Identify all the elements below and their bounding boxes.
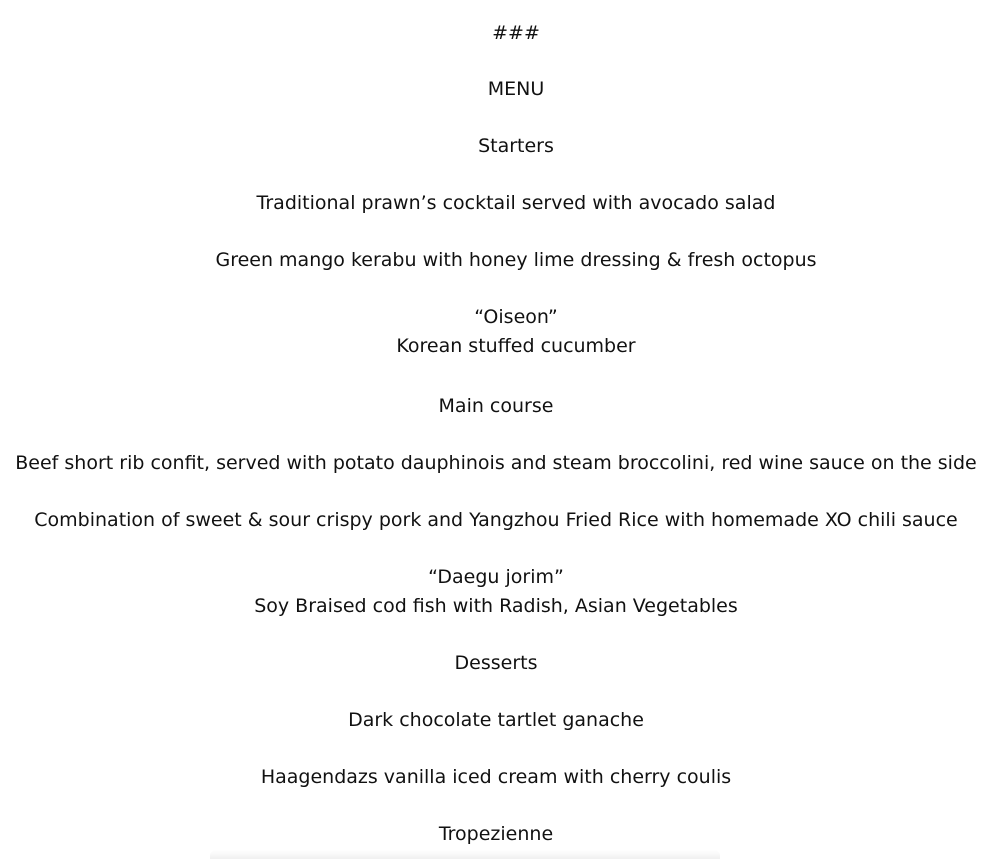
dessert-item-3: Tropezienne: [438, 823, 554, 845]
header-mark: ###: [492, 22, 540, 44]
starter-item-3-description: Korean stuffed cucumber: [396, 335, 636, 357]
main-course-item-3-name: “Daegu jorim”: [428, 566, 564, 588]
starter-item-3-name: “Oiseon”: [474, 306, 558, 328]
menu-title: MENU: [487, 78, 545, 100]
starter-item-1: Traditional prawn’s cocktail served with avocado salad: [256, 192, 776, 214]
desserts-heading: Desserts: [454, 652, 538, 674]
starters-heading: Starters: [478, 135, 554, 157]
dessert-item-1: Dark chocolate tartlet ganache: [348, 709, 644, 731]
bottom-edge-shadow: [210, 850, 720, 859]
main-course-heading: Main course: [438, 395, 554, 417]
main-course-item-3-description: Soy Braised cod fish with Radish, Asian Vegetables: [254, 595, 738, 617]
dessert-item-2: Haagendazs vanilla iced cream with cherry coulis: [260, 766, 732, 788]
main-course-item-2: Combination of sweet & sour crispy pork and Yangzhou Fried Rice with homemade XO chili sauce: [34, 509, 958, 531]
main-course-item-1: Beef short rib confit, served with potato dauphinois and steam broccolini, red wine sauce on the side: [15, 452, 977, 474]
starter-item-2: Green mango kerabu with honey lime dressing & fresh octopus: [215, 249, 817, 271]
